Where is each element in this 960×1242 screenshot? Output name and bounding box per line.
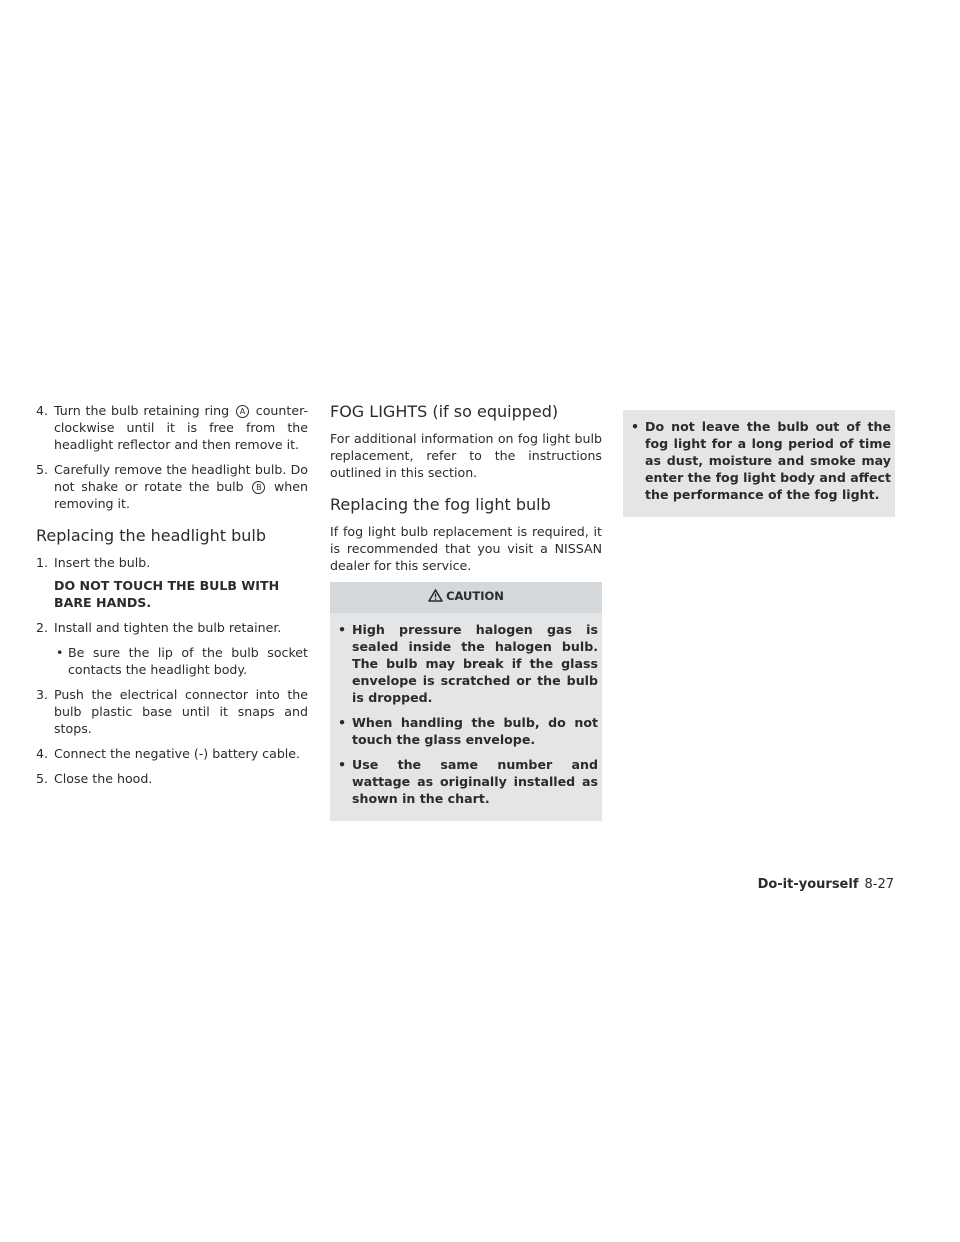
page-footer <box>758 877 894 892</box>
bullet-icon: • <box>338 757 347 772</box>
page-number: 8-27 <box>864 877 894 892</box>
section-heading-fog-lights: FOG LIGHTS (if so equipped) <box>330 402 559 421</box>
step-number: 2. <box>36 620 49 635</box>
step-text: Install and tighten the bulb retainer. <box>54 620 282 635</box>
caution-text: When handling the bulb, do not touch the glass envelope. <box>352 715 598 747</box>
replace-step-5 <box>36 770 308 787</box>
callout-b-icon: B <box>252 481 265 494</box>
step-number: 4. <box>36 746 49 761</box>
step-text: Connect the negative (-) battery cable. <box>54 746 301 761</box>
step-text: Turn the bulb retaining ring <box>54 403 230 418</box>
replace-step-4 <box>36 745 308 762</box>
bullet-icon: • <box>56 645 64 660</box>
middle-column <box>330 402 602 821</box>
bullet-icon: • <box>338 622 347 637</box>
replace-step-1 <box>36 554 308 571</box>
section-heading-fog-bulb: Replacing the fog light bulb <box>330 495 551 514</box>
fog-lights-intro: For additional information on fog light bulb replacement, refer to the instructions outlined in this section. <box>330 431 602 480</box>
step-number: 5. <box>36 771 49 786</box>
bullet-icon: • <box>338 715 347 730</box>
caution-box <box>330 582 602 821</box>
left-column <box>36 402 308 795</box>
bare-hands-warning: DO NOT TOUCH THE BULB WITH BARE HANDS. <box>54 578 280 610</box>
right-column <box>623 402 895 517</box>
step-number: 1. <box>36 555 49 570</box>
step-text: Close the hood. <box>54 771 153 786</box>
caution-text: High pressure halogen gas is sealed inside the halogen bulb. The bulb may break if the glass envelope is scratched or the bulb is dropped. <box>352 622 598 705</box>
warning-triangle-icon <box>428 589 443 607</box>
footer-section: Do-it-yourself <box>757 877 859 892</box>
step-2-bullet <box>54 644 308 678</box>
caution-item <box>334 756 598 807</box>
step-number: 3. <box>36 687 49 702</box>
caution-text: Use the same number and wattage as originally installed as shown in the chart. <box>352 757 598 806</box>
callout-a-icon: A <box>236 405 249 418</box>
step-4-turn-ring <box>36 402 308 453</box>
bullet-icon: • <box>631 419 640 434</box>
caution-title: CAUTION <box>446 589 504 603</box>
caution-header <box>330 582 602 613</box>
caution-box-continued <box>623 410 895 517</box>
caution-item <box>627 418 891 503</box>
caution-item <box>334 621 598 706</box>
section-heading-headlight: Replacing the headlight bulb <box>36 526 267 545</box>
step-text: Push the electrical connector into the bulb plastic base until it snaps and stops. <box>54 687 308 736</box>
step-number: 5. <box>36 462 49 477</box>
replace-step-2 <box>36 619 308 636</box>
replace-step-3 <box>36 686 308 737</box>
step-text: Insert the bulb. <box>54 555 151 570</box>
step-5-remove-bulb <box>36 461 308 512</box>
fog-bulb-intro: If fog light bulb replacement is required, it is recommended that you visit a NISSAN dealer for this service. <box>330 524 602 573</box>
step-number: 4. <box>36 403 49 418</box>
step-text: counter-clockwise until it is free from the headlight reflector and then remove it. <box>54 403 308 452</box>
bullet-text: Be sure the lip of the bulb socket contacts the headlight body. <box>68 645 308 677</box>
caution-item <box>334 714 598 748</box>
caution-text: Do not leave the bulb out of the fog light for a long period of time as dust, moisture and smoke may enter the fog light body and affect the performance of the fog light. <box>645 419 891 502</box>
step-text: Carefully remove the headlight bulb. Do not shake or rotate the bulb <box>54 462 308 494</box>
step-text: when removing it. <box>54 479 308 511</box>
